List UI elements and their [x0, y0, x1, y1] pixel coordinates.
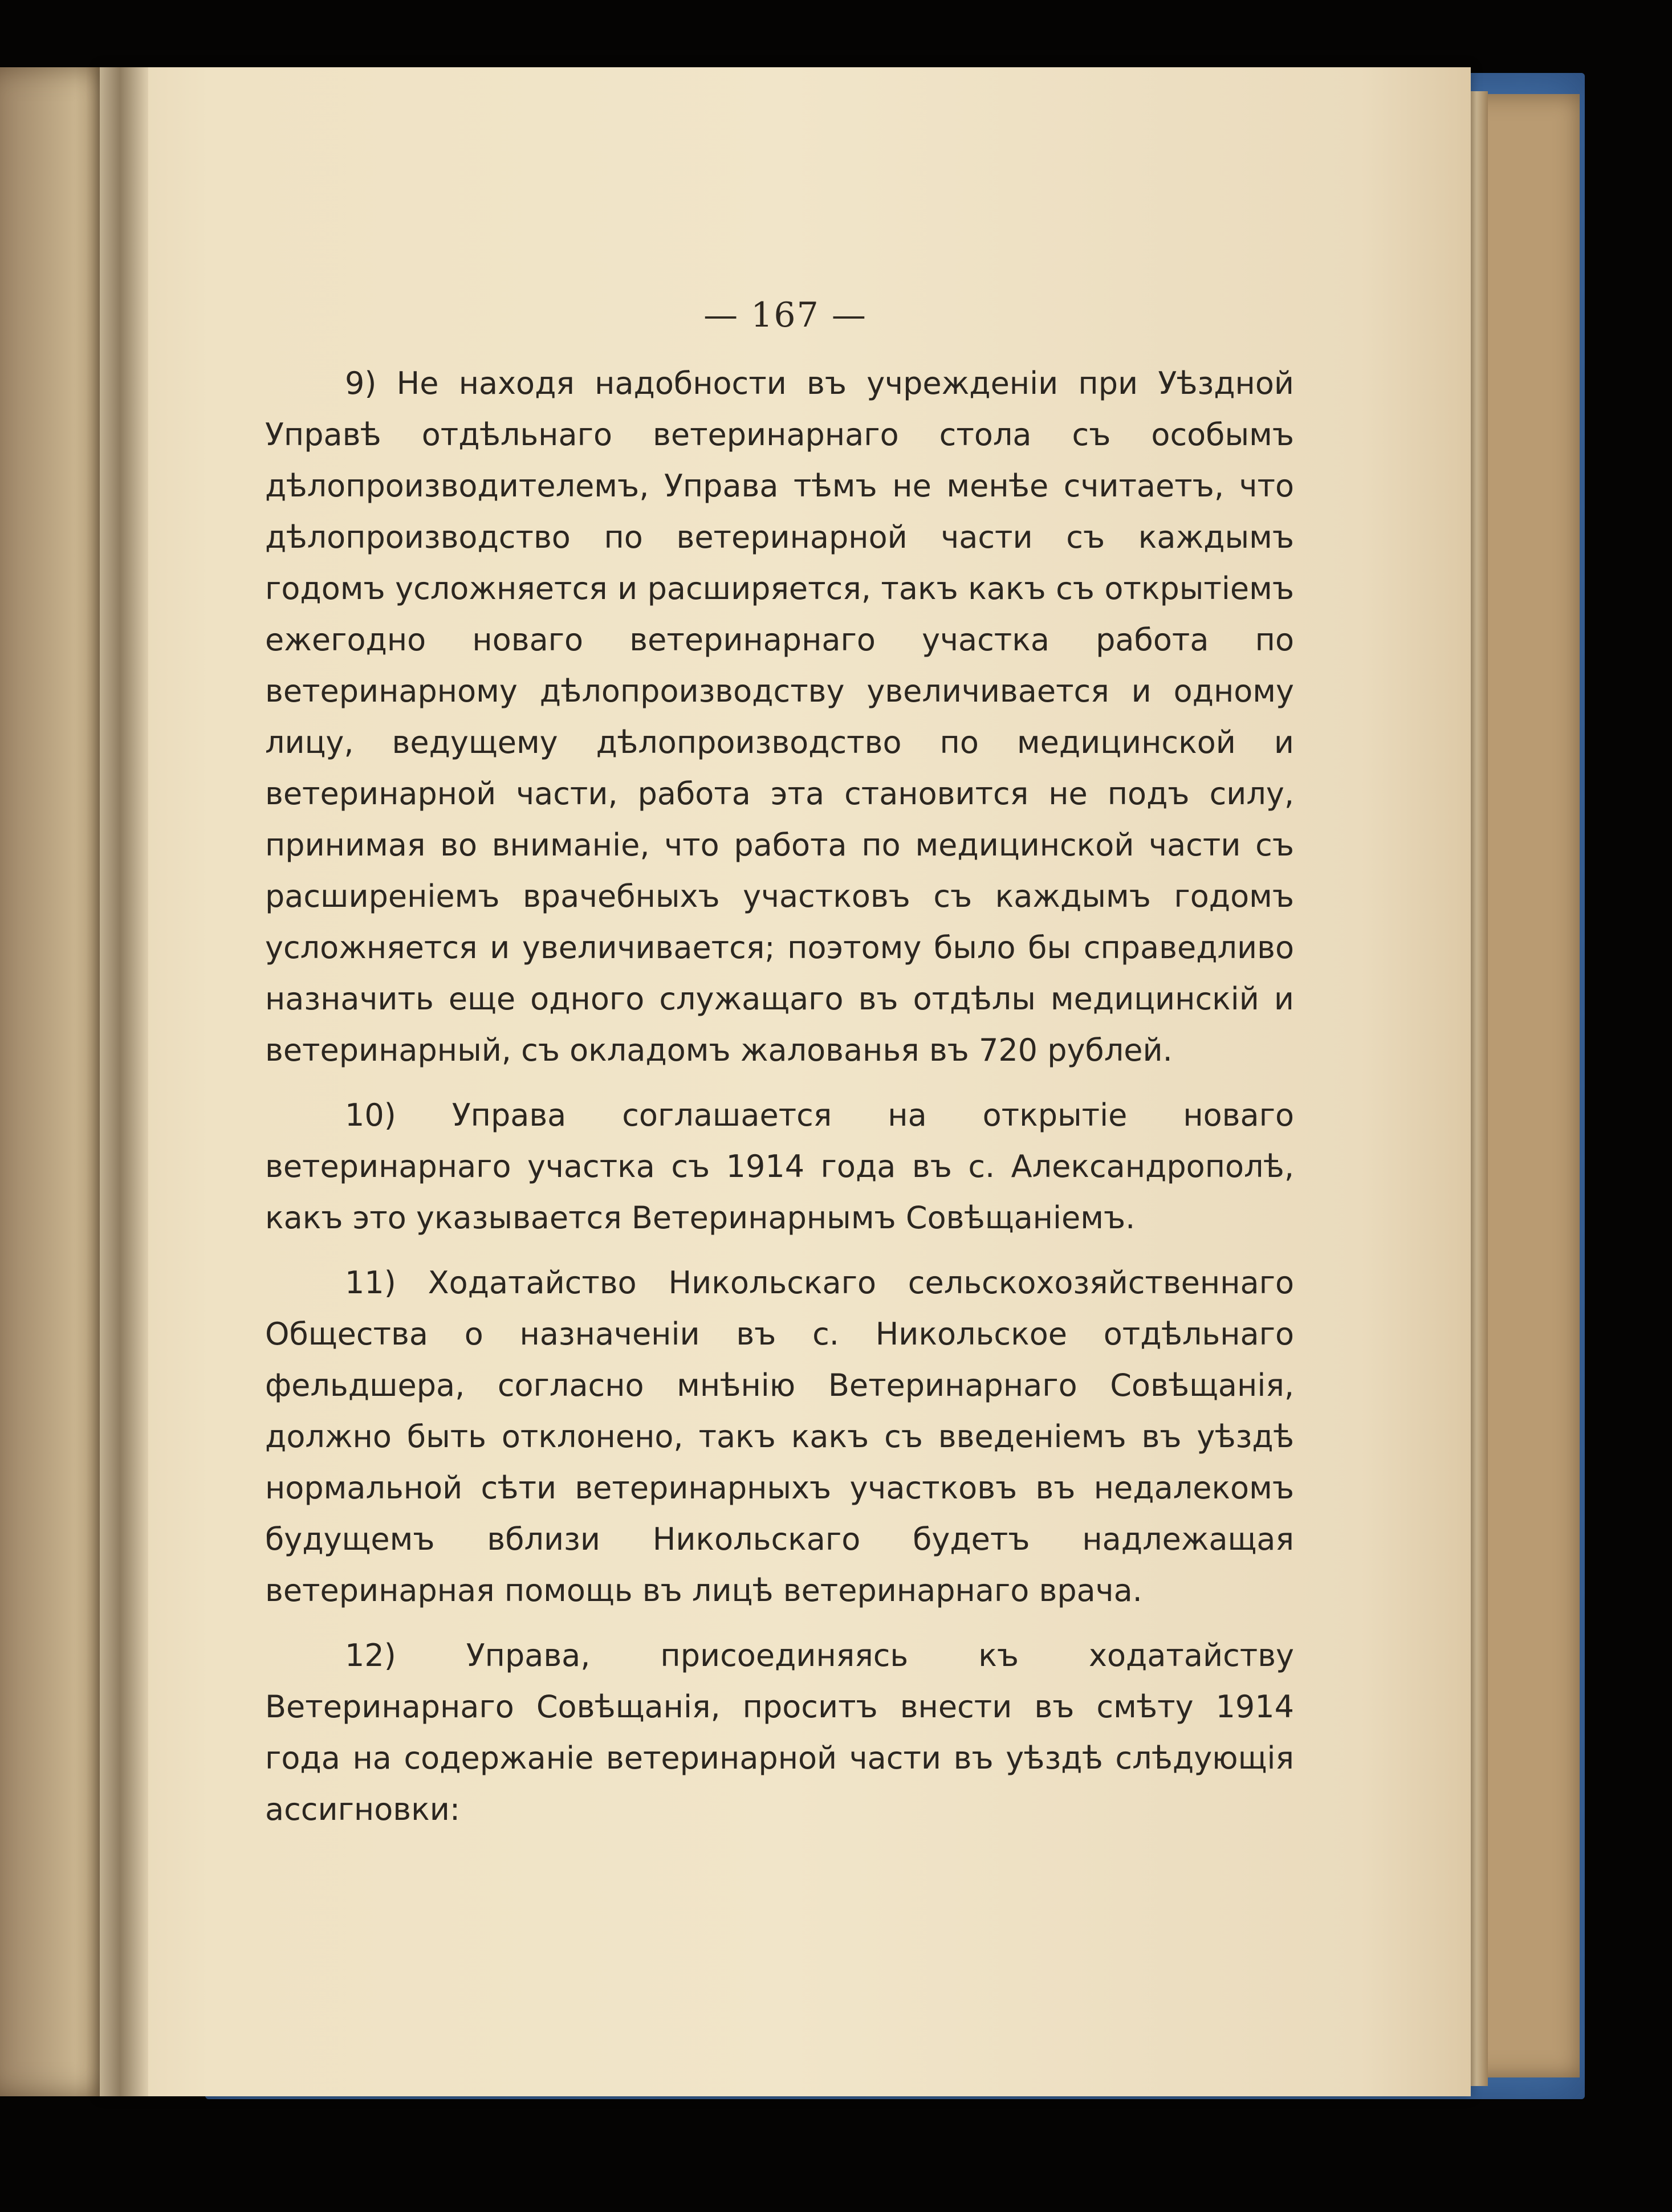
book-page	[100, 67, 1471, 2096]
binding-gutter-shadow	[86, 67, 148, 2096]
page-body	[265, 358, 1294, 1849]
page-number: — 167 —	[703, 295, 867, 335]
paragraph-12: 12) Управа, присоединяясь къ ходатайству Ветеринарнаго Совѣщанія, проситъ внести въ смѣту 1914 года на содержаніе ветеринарной части въ уѣздѣ слѣдующія ассигновки:	[265, 1637, 1294, 1827]
paragraph-9: 9) Не находя надобности въ учрежденіи при Уѣздной Управѣ отдѣльнаго ветеринарнаго стола съ особымъ дѣлопроизводителемъ, Управа тѣмъ не менѣе считаетъ, что дѣлопроизводство по ветеринарной части съ каждымъ годомъ усложняется и расширяется, такъ какъ съ открытіемъ ежегодно новаго ветеринарнаго участка работа по ветеринарному дѣлопроизводству увеличивается и одному лицу, ведущему дѣлопроизводство по медицинской и ветеринарной части, работа эта становится не подъ силу, принимая во вниманіе, что работа по медицинской части съ расширеніемъ врачебныхъ участковъ съ каждымъ годомъ усложняется и увеличивается; поэтому было бы справедливо назначить еще одного служащаго въ отдѣлы медицинскій и ветеринарный, съ окладомъ жалованья въ 720 рублей.	[265, 365, 1294, 1068]
paragraph-10: 10) Управа соглашается на открытіе новаго ветеринарнаго участка съ 1914 года въ с. Александрополѣ, какъ это указывается Ветеринарнымъ Совѣщаніемъ.	[265, 1097, 1294, 1236]
paragraph-11: 11) Ходатайство Никольскаго сельскохозяйственнаго Общества о назначеніи въ с. Никольское отдѣльнаго фельдшера, согласно мнѣнію Ветеринарнаго Совѣщанія, должно быть отклонено, такъ какъ съ введеніемъ въ уѣздѣ нормальной сѣти ветеринарныхъ участковъ въ недалекомъ будущемъ вблизи Никольскаго будетъ надлежащая ветеринарная помощь въ лицѣ ветеринарнаго врача.	[265, 1265, 1294, 1608]
